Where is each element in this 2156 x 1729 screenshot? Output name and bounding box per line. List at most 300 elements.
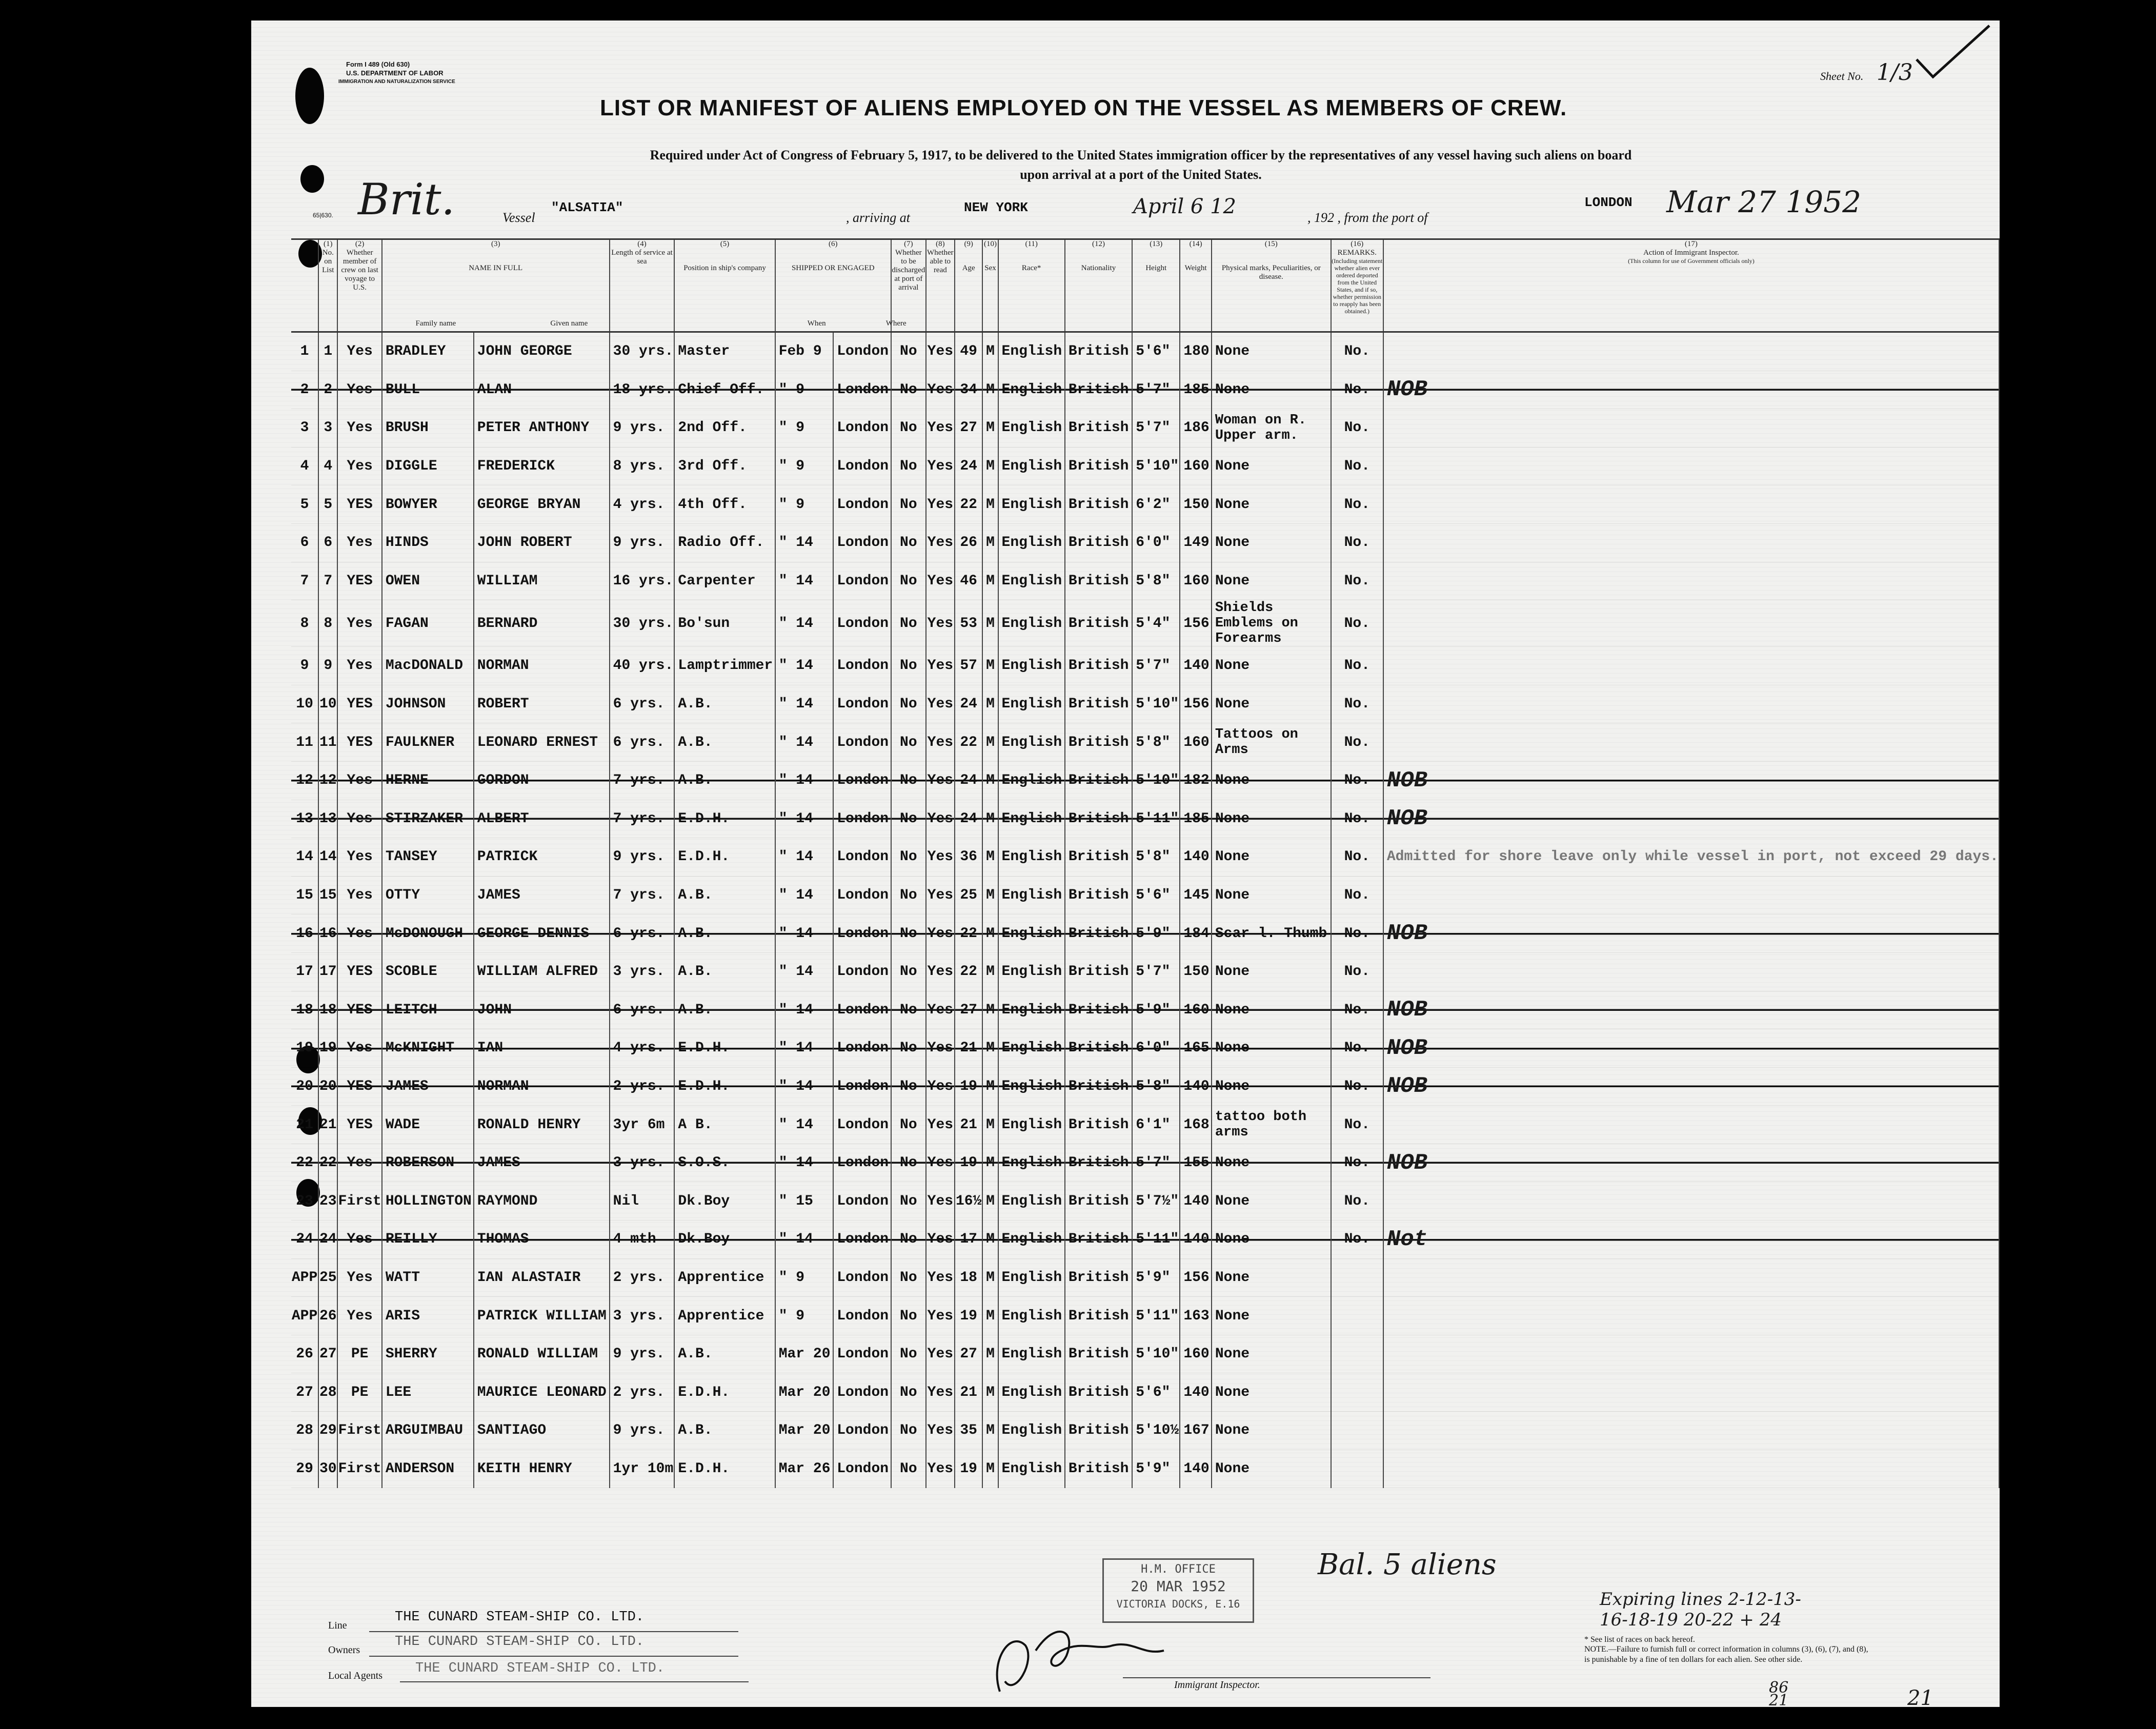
race: English <box>998 332 1065 371</box>
crew-row <box>291 838 1999 877</box>
service-length: 9 yrs. <box>610 1412 675 1450</box>
shipped-where: London <box>833 409 891 447</box>
remarks: No. <box>1331 371 1383 409</box>
service-length: 3 yrs. <box>610 952 675 991</box>
sex: M <box>982 723 998 762</box>
physical-marks: Shields Emblems on Forearms <box>1212 600 1331 647</box>
sex: M <box>982 485 998 524</box>
crew-row <box>291 409 1999 447</box>
nationality: British <box>1065 723 1132 762</box>
inspector-action <box>1383 1335 1999 1373</box>
shipped-when: " 15 <box>775 1182 834 1221</box>
position: A.B. <box>674 952 775 991</box>
crew-row <box>291 600 1999 647</box>
height: 5'9" <box>1132 1450 1180 1488</box>
service-length: 9 yrs. <box>610 523 675 562</box>
list-number: 8 <box>318 600 337 647</box>
last-voyage: YES <box>337 685 381 723</box>
able-to-read: Yes <box>926 800 955 838</box>
service-length: 2 yrs. <box>610 1373 675 1412</box>
last-voyage: Yes <box>337 1144 381 1182</box>
sex: M <box>982 1335 998 1373</box>
service-length: 4 yrs. <box>610 485 675 524</box>
family-name: ARGUIMBAU <box>382 1412 474 1450</box>
shipped-when: " 9 <box>775 447 834 485</box>
service-length: 16 yrs. <box>610 562 675 600</box>
inspector-action: NOB <box>1383 914 1999 953</box>
height: 5'7" <box>1132 371 1180 409</box>
position: 3rd Off. <box>674 447 775 485</box>
race: English <box>998 991 1065 1029</box>
family-name: SCOBLE <box>382 952 474 991</box>
shipped-where: London <box>833 647 891 685</box>
margin-number: 1 <box>291 332 318 371</box>
margin-number: 4 <box>291 447 318 485</box>
shipped-where: London <box>833 1258 891 1297</box>
last-voyage: YES <box>337 485 381 524</box>
crew-row <box>291 1258 1999 1297</box>
discharged: No <box>891 1144 926 1182</box>
remarks: No. <box>1331 1106 1383 1144</box>
shipped-when: " 9 <box>775 485 834 524</box>
margin-number: 26 <box>291 1335 318 1373</box>
last-voyage: YES <box>337 991 381 1029</box>
age: 25 <box>955 876 983 914</box>
shipped-where: London <box>833 952 891 991</box>
remarks: No. <box>1331 1067 1383 1106</box>
nationality: British <box>1065 332 1132 371</box>
inspector-action: NOB <box>1383 761 1999 800</box>
shipped-when: " 14 <box>775 600 834 647</box>
agents-value: THE CUNARD STEAM-SHIP CO. LTD. <box>415 1661 665 1676</box>
family-name: BRUSH <box>382 409 474 447</box>
crew-row <box>291 952 1999 991</box>
height: 6'0" <box>1132 1029 1180 1068</box>
line-label: Line <box>328 1620 347 1631</box>
shipped-where: London <box>833 1373 891 1412</box>
discharged: No <box>891 1221 926 1259</box>
position: E.D.H. <box>674 1450 775 1488</box>
sex: M <box>982 1373 998 1412</box>
remarks: No. <box>1331 1221 1383 1259</box>
able-to-read: Yes <box>926 1144 955 1182</box>
margin-number: 29 <box>291 1450 318 1488</box>
sex: M <box>982 1029 998 1068</box>
inspector-action <box>1383 1450 1999 1488</box>
service-length: 30 yrs. <box>610 600 675 647</box>
height: 5'9" <box>1132 1258 1180 1297</box>
header-last-voyage: (2) Whether member of crew on last voyage to U.S. <box>337 239 381 332</box>
remarks: No. <box>1331 447 1383 485</box>
crew-row <box>291 876 1999 914</box>
nationality: British <box>1065 685 1132 723</box>
able-to-read: Yes <box>926 1297 955 1335</box>
inspector-action <box>1383 562 1999 600</box>
discharged: No <box>891 371 926 409</box>
departure-date: Mar 27 1952 <box>1666 185 1861 219</box>
nationality: British <box>1065 523 1132 562</box>
list-number: 21 <box>318 1106 337 1144</box>
service-length: 7 yrs. <box>610 800 675 838</box>
margin-number: 2 <box>291 371 318 409</box>
nationality: British <box>1065 1067 1132 1106</box>
punch-hole <box>295 68 324 124</box>
inspector-action: NOB <box>1383 1029 1999 1068</box>
position: E.D.H. <box>674 1067 775 1106</box>
crew-row <box>291 1067 1999 1106</box>
margin-number: 22 <box>291 1144 318 1182</box>
shipped-where: London <box>833 1297 891 1335</box>
age: 24 <box>955 761 983 800</box>
height: 5'9" <box>1132 991 1180 1029</box>
race: English <box>998 447 1065 485</box>
sex: M <box>982 600 998 647</box>
list-number: 12 <box>318 761 337 800</box>
inspector-action: NOB <box>1383 1144 1999 1182</box>
physical-marks: None <box>1212 1182 1331 1221</box>
list-number: 4 <box>318 447 337 485</box>
margin-number: 11 <box>291 723 318 762</box>
remarks: No. <box>1331 1182 1383 1221</box>
remarks <box>1331 1412 1383 1450</box>
position: 4th Off. <box>674 485 775 524</box>
race: English <box>998 1450 1065 1488</box>
last-voyage: Yes <box>337 1258 381 1297</box>
service-length: 3 yrs. <box>610 1297 675 1335</box>
weight: 160 <box>1180 447 1212 485</box>
able-to-read: Yes <box>926 761 955 800</box>
stamp-date: 20 MAR 1952 <box>1131 1578 1226 1595</box>
given-name: GEORGE DENNIS <box>474 914 610 953</box>
margin-number: 28 <box>291 1412 318 1450</box>
margin-number: 3 <box>291 409 318 447</box>
physical-marks: None <box>1212 1067 1331 1106</box>
weight: 168 <box>1180 1106 1212 1144</box>
given-name: PATRICK WILLIAM <box>474 1297 610 1335</box>
last-voyage: YES <box>337 723 381 762</box>
vessel-name: "ALSATIA" <box>551 200 623 215</box>
race: English <box>998 838 1065 877</box>
owners-label: Owners <box>328 1644 360 1656</box>
inspector-action <box>1383 1373 1999 1412</box>
service-length: 1yr 10m <box>610 1450 675 1488</box>
shipped-when: " 14 <box>775 523 834 562</box>
list-number: 7 <box>318 562 337 600</box>
position: A.B. <box>674 761 775 800</box>
list-number: 30 <box>318 1450 337 1488</box>
inspector-action <box>1383 409 1999 447</box>
able-to-read: Yes <box>926 1258 955 1297</box>
height: 5'10" <box>1132 1335 1180 1373</box>
physical-marks: None <box>1212 800 1331 838</box>
family-name: LEE <box>382 1373 474 1412</box>
vessel-label: Vessel <box>502 210 535 225</box>
nationality: British <box>1065 562 1132 600</box>
inspector-action <box>1383 600 1999 647</box>
crew-manifest-table <box>291 238 2000 1488</box>
list-number: 24 <box>318 1221 337 1259</box>
service-length: 2 yrs. <box>610 1258 675 1297</box>
table-header-row <box>291 239 1999 332</box>
weight: 145 <box>1180 876 1212 914</box>
age: 57 <box>955 647 983 685</box>
margin-number: 16 <box>291 914 318 953</box>
age: 19 <box>955 1450 983 1488</box>
physical-marks: None <box>1212 838 1331 877</box>
physical-marks: Woman on R. Upper arm. <box>1212 409 1331 447</box>
able-to-read: Yes <box>926 1106 955 1144</box>
header-physical-marks: (15) Physical marks, Peculiarities, or disease. <box>1212 239 1331 332</box>
service-length: 6 yrs. <box>610 723 675 762</box>
sex: M <box>982 991 998 1029</box>
agents-label: Local Agents <box>328 1670 383 1681</box>
shipped-when: " 14 <box>775 1221 834 1259</box>
nationality: British <box>1065 1258 1132 1297</box>
family-name: JOHNSON <box>382 685 474 723</box>
nationality: British <box>1065 1221 1132 1259</box>
shipped-when: " 14 <box>775 761 834 800</box>
last-voyage: Yes <box>337 914 381 953</box>
physical-marks: None <box>1212 562 1331 600</box>
race: English <box>998 952 1065 991</box>
shipped-where: London <box>833 723 891 762</box>
crew-row <box>291 1373 1999 1412</box>
sex: M <box>982 876 998 914</box>
sex: M <box>982 523 998 562</box>
race: English <box>998 761 1065 800</box>
list-number: 13 <box>318 800 337 838</box>
list-number: 9 <box>318 647 337 685</box>
inspector-action <box>1383 876 1999 914</box>
crew-row <box>291 1182 1999 1221</box>
given-name: JOHN GEORGE <box>474 332 610 371</box>
inspector-action <box>1383 1297 1999 1335</box>
sex: M <box>982 562 998 600</box>
sex: M <box>982 1067 998 1106</box>
height: 5'7½" <box>1132 1182 1180 1221</box>
height: 5'7" <box>1132 647 1180 685</box>
service-length: 8 yrs. <box>610 447 675 485</box>
service-length: 9 yrs. <box>610 838 675 877</box>
last-voyage: YES <box>337 952 381 991</box>
physical-marks: None <box>1212 447 1331 485</box>
race: English <box>998 600 1065 647</box>
race: English <box>998 1067 1065 1106</box>
age: 21 <box>955 1029 983 1068</box>
discharged: No <box>891 409 926 447</box>
shipped-when: " 9 <box>775 1297 834 1335</box>
position: S.O.S. <box>674 1144 775 1182</box>
able-to-read: Yes <box>926 562 955 600</box>
able-to-read: Yes <box>926 647 955 685</box>
service-length: 4 yrs. <box>610 1029 675 1068</box>
shipped-where: London <box>833 447 891 485</box>
service-length: 3 yrs. <box>610 1144 675 1182</box>
age: 35 <box>955 1412 983 1450</box>
shipped-when: Mar 20 <box>775 1373 834 1412</box>
remarks <box>1331 1450 1383 1488</box>
nationality: British <box>1065 952 1132 991</box>
discharged: No <box>891 600 926 647</box>
shipped-where: London <box>833 1450 891 1488</box>
expiring-lines-note: Expiring lines 2-12-13-16-18-19 20-22 + 24 <box>1600 1589 1801 1630</box>
sheet-label: Sheet No. <box>1820 70 1864 83</box>
last-voyage: First <box>337 1182 381 1221</box>
inspector-action: Admitted for shore leave only while vessel in port, not exceed 29 days. <box>1383 838 1999 877</box>
given-name: IAN ALASTAIR <box>474 1258 610 1297</box>
discharged: No <box>891 1067 926 1106</box>
inspector-action <box>1383 1412 1999 1450</box>
remarks: No. <box>1331 332 1383 371</box>
nationality: British <box>1065 409 1132 447</box>
height: 6'0" <box>1132 523 1180 562</box>
height: 6'1" <box>1132 1106 1180 1144</box>
last-voyage: YES <box>337 562 381 600</box>
nationality: British <box>1065 1144 1132 1182</box>
last-voyage: Yes <box>337 600 381 647</box>
family-name: REILLY <box>382 1221 474 1259</box>
last-voyage: Yes <box>337 1221 381 1259</box>
given-name: ALAN <box>474 371 610 409</box>
position: A B. <box>674 1106 775 1144</box>
position: Lamptrimmer <box>674 647 775 685</box>
inspector-action: NOB <box>1383 800 1999 838</box>
list-number: 28 <box>318 1373 337 1412</box>
margin-number: 6 <box>291 523 318 562</box>
sex: M <box>982 1297 998 1335</box>
physical-marks: None <box>1212 1221 1331 1259</box>
inspector-action <box>1383 332 1999 371</box>
able-to-read: Yes <box>926 485 955 524</box>
shipped-where: London <box>833 1221 891 1259</box>
list-number: 1 <box>318 332 337 371</box>
family-name: McKNIGHT <box>382 1029 474 1068</box>
list-number: 17 <box>318 952 337 991</box>
position: A.B. <box>674 876 775 914</box>
family-name: JAMES <box>382 1067 474 1106</box>
shipped-when: " 14 <box>775 647 834 685</box>
discharged: No <box>891 1335 926 1373</box>
inspector-action <box>1383 485 1999 524</box>
height: 5'9" <box>1132 914 1180 953</box>
physical-marks: None <box>1212 1144 1331 1182</box>
family-name: WATT <box>382 1258 474 1297</box>
family-name: BRADLEY <box>382 332 474 371</box>
shipped-where: London <box>833 371 891 409</box>
position: Carpenter <box>674 562 775 600</box>
arrival-date: April 6 12 <box>1133 195 1236 218</box>
family-name: ROBERSON <box>382 1144 474 1182</box>
shipped-where: London <box>833 485 891 524</box>
physical-marks: None <box>1212 332 1331 371</box>
physical-marks: None <box>1212 523 1331 562</box>
nationality: British <box>1065 1297 1132 1335</box>
crew-table-body <box>291 332 1999 1488</box>
form-number: Form I 489 (Old 630) <box>346 60 410 68</box>
weight: 140 <box>1180 1373 1212 1412</box>
weight: 140 <box>1180 838 1212 877</box>
service-length: 40 yrs. <box>610 647 675 685</box>
able-to-read: Yes <box>926 723 955 762</box>
inspector-label: Immigrant Inspector. <box>1174 1679 1260 1691</box>
position: E.D.H. <box>674 838 775 877</box>
remarks: No. <box>1331 647 1383 685</box>
discharged: No <box>891 447 926 485</box>
able-to-read: Yes <box>926 1373 955 1412</box>
physical-marks: None <box>1212 1297 1331 1335</box>
header-sex: (10) Sex <box>982 239 998 332</box>
agents-underline <box>400 1681 749 1682</box>
remarks: No. <box>1331 485 1383 524</box>
last-voyage: Yes <box>337 838 381 877</box>
remarks <box>1331 1258 1383 1297</box>
remarks <box>1331 1297 1383 1335</box>
weight: 184 <box>1180 914 1212 953</box>
discharged: No <box>891 838 926 877</box>
crew-row <box>291 647 1999 685</box>
able-to-read: Yes <box>926 914 955 953</box>
height: 5'6" <box>1132 876 1180 914</box>
physical-marks: Tattoos on Arms <box>1212 723 1331 762</box>
page-subtitle-2: upon arrival at a port of the United States. <box>1020 167 1262 182</box>
weight: 165 <box>1180 1029 1212 1068</box>
inspector-signature <box>979 1599 1195 1707</box>
service-length: 9 yrs. <box>610 1335 675 1373</box>
shipped-when: " 9 <box>775 1258 834 1297</box>
age: 27 <box>955 991 983 1029</box>
able-to-read: Yes <box>926 1182 955 1221</box>
family-name: BULL <box>382 371 474 409</box>
given-name: WILLIAM ALFRED <box>474 952 610 991</box>
able-to-read: Yes <box>926 1221 955 1259</box>
given-name: PETER ANTHONY <box>474 409 610 447</box>
last-voyage: Yes <box>337 647 381 685</box>
margin-number: 21 <box>291 1106 318 1144</box>
discharged: No <box>891 1297 926 1335</box>
discharged: No <box>891 876 926 914</box>
list-number: 11 <box>318 723 337 762</box>
crew-row <box>291 371 1999 409</box>
crew-row <box>291 800 1999 838</box>
discharged: No <box>891 562 926 600</box>
able-to-read: Yes <box>926 991 955 1029</box>
checkmark-icon <box>1912 21 1994 82</box>
given-name: JAMES <box>474 1144 610 1182</box>
weight: 160 <box>1180 562 1212 600</box>
height: 5'6" <box>1132 1373 1180 1412</box>
sex: M <box>982 1182 998 1221</box>
age: 16½ <box>955 1182 983 1221</box>
family-name: ANDERSON <box>382 1450 474 1488</box>
last-voyage: Yes <box>337 1297 381 1335</box>
height: 5'8" <box>1132 1067 1180 1106</box>
manifest-sheet <box>251 21 2000 1710</box>
race: English <box>998 1412 1065 1450</box>
nationality: British <box>1065 991 1132 1029</box>
remarks: No. <box>1331 523 1383 562</box>
margin-number: 10 <box>291 685 318 723</box>
service-length: 4 mth <box>610 1221 675 1259</box>
age: 24 <box>955 685 983 723</box>
list-number: 5 <box>318 485 337 524</box>
last-voyage: Yes <box>337 876 381 914</box>
margin-number: 12 <box>291 761 318 800</box>
margin-number: 15 <box>291 876 318 914</box>
inspector-action <box>1383 1258 1999 1297</box>
shipped-where: London <box>833 523 891 562</box>
race: English <box>998 1144 1065 1182</box>
physical-marks: None <box>1212 371 1331 409</box>
